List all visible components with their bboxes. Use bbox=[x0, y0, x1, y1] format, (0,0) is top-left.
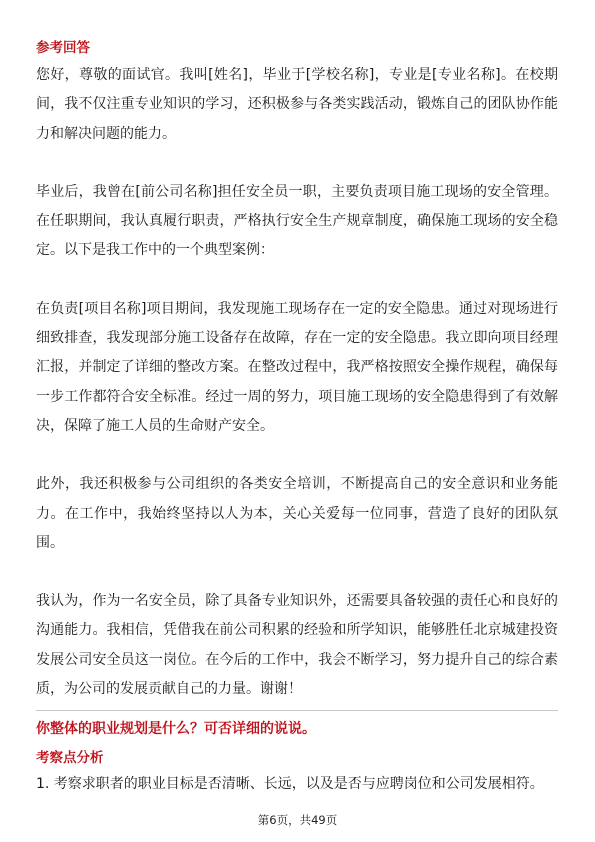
paragraph-gap bbox=[36, 558, 558, 587]
answer-paragraph-training: 此外，我还积极参与公司组织的各类安全培训，不断提高自己的安全意识和业务能力。在工作中，我始终坚持以人为本，关心关爱每一位同事，营造了良好的团队氛围。 bbox=[36, 476, 558, 551]
page-content bbox=[36, 38, 558, 796]
paragraph-gap bbox=[36, 149, 558, 178]
page-number: 第6页，共49页 bbox=[257, 813, 338, 827]
analysis-label: 考察点分析 bbox=[36, 750, 104, 767]
answer-paragraph-conclusion: 我认为，作为一名安全员，除了具备专业知识外，还需要具备较强的责任心和良好的沟通能力。我相信，凭借我在前公司积累的经验和所学知识，能够胜任北京城建投资发展公司安全员这一岗位。在今后的工作中，我会不断学习，努力提升自己的综合素质，为公司的发展贡献自己的力量。谢谢！ bbox=[36, 593, 558, 698]
answer-paragraph-case: 在负责[项目名称]项目期间，我发现施工现场存在一定的安全隐患。通过对现场进行细致排查，我发现部分施工设备存在故障，存在一定的安全隐患。我立即向项目经理汇报，并制定了详细的整改方案。在整改过程中，我严格按照安全操作规程，确保每一步工作都符合安全标准。经过一周的努力，项目施工现场的安全隐患得到了有效解决，保障了施工人员的生命财产安全。 bbox=[36, 300, 558, 434]
answer-paragraph-intro: 您好，尊敬的面试官。我叫[姓名]，毕业于[学校名称]，专业是[专业名称]。在校期间，我不仅注重专业知识的学习，还积极参与各类实践活动，锻炼自己的团队协作能力和解决问题的能力。 bbox=[36, 67, 558, 142]
paragraph-gap bbox=[36, 266, 558, 295]
next-question-title: 你整体的职业规划是什么？可否详细的说说。 bbox=[36, 721, 316, 738]
analysis-item: 1. 考察求职者的职业目标是否清晰、长远，以及是否与应聘岗位和公司发展相符。 bbox=[36, 776, 544, 793]
answer-label: 参考回答 bbox=[36, 40, 90, 56]
answer-paragraph-experience: 毕业后，我曾在[前公司名称]担任安全员一职，主要负责项目施工现场的安全管理。在任职期间，我认真履行职责，严格执行安全生产规章制度，确保施工现场的安全稳定。以下是我工作中的一个典型案例： bbox=[36, 183, 558, 259]
paragraph-gap bbox=[36, 441, 558, 470]
section-divider bbox=[36, 710, 558, 711]
